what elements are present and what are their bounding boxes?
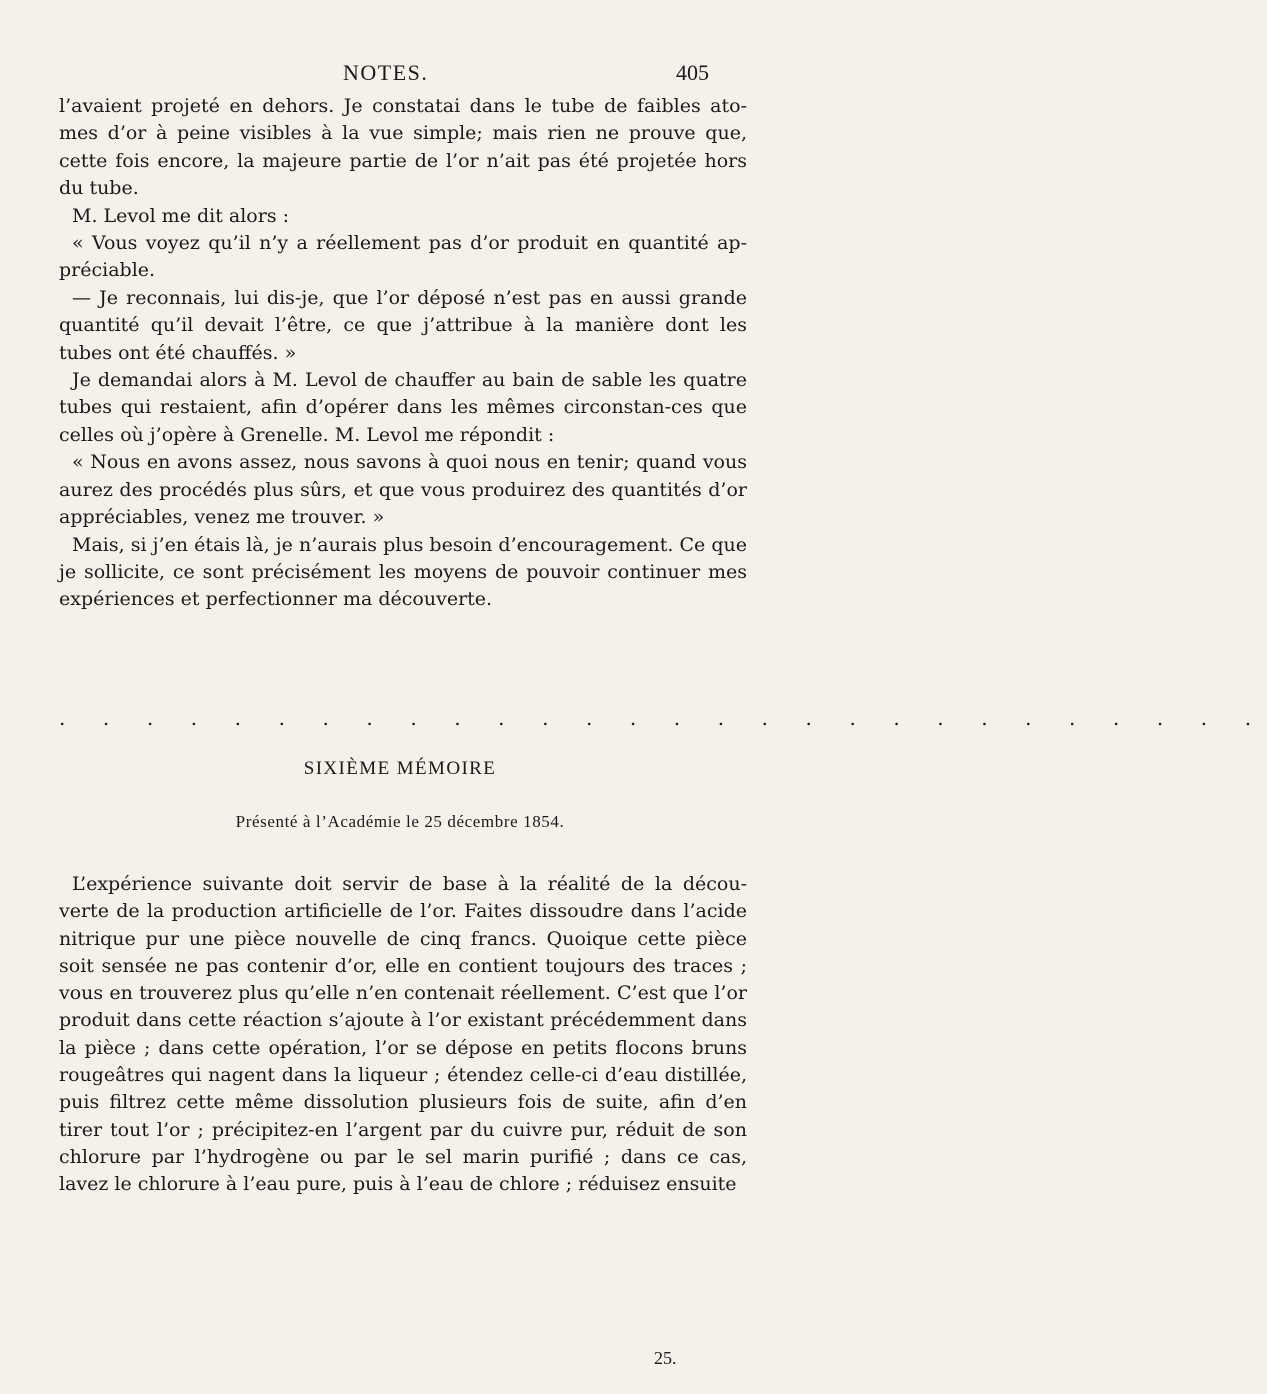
page-number: 405 xyxy=(676,60,709,85)
running-title: NOTES. xyxy=(343,60,429,85)
running-head xyxy=(0,60,800,90)
paragraph: « Nous en avons assez, nous savons à quoi nous en tenir; quand vous aurez des procédés plus sûrs, et que vous produirez des quantités d’or appréciables, venez me trouver. » xyxy=(59,451,747,529)
paragraph: — Je reconnais, lui dis-je, que l’or déposé n’est pas en aussi grande quantité qu’il devait l’être, ce que j’attribue à la manière dont les tubes ont été chauffés. » xyxy=(59,286,747,364)
paragraph: Je demandai alors à M. Levol de chauffer au bain de sable les quatre tubes qui restaient, afin d’opérer dans les mêmes circonstan-ces que celles où j’opère à Grenelle. M. Levol me répondit : xyxy=(59,369,747,446)
section-subtitle: Présenté à l’Académie le 25 décembre 1854. xyxy=(235,812,565,831)
paragraph: L’expérience suivante doit servir de base à la réalité de la décou-verte de la production artificielle de l’or. Faites dissoudre dans l’acide nitrique pur une pièce nouvelle de cinq francs. Quoique cette pièce soit sensée ne pas contenir d’or, elle en contient toujours des traces ; vous en trouverez plus qu’elle n’en contenait réellement. C’est que l’or produit dans cette réaction s’ajoute à l’or existant précédemment dans la pièce ; dans cette opération, l’or se dépose en petits flocons bruns rougeâtres qui nagent dans la liqueur ; étendez celle-ci d’eau distillée, puis filtrez cette même dissolution plusieurs fois de suite, afin d’en tirer tout l’or ; précipitez-en l’argent par du cuivre pur, réduit de son chlorure par l’hydrogène ou par le sel marin purifié ; dans ce cas, lavez le chlorure à l’eau pure, puis à l’eau de chlore ; réduisez ensuite xyxy=(59,873,747,1196)
paragraph: « Vous voyez qu’il n’y a réellement pas d’or produit en quantité ap-préciable. xyxy=(59,232,747,282)
memoir-text xyxy=(59,871,747,1199)
signature-mark: 25. xyxy=(654,1348,677,1368)
paragraph: l’avaient projeté en dehors. Je constatai dans le tube de faibles ato-mes d’or à peine visibles à la vue simple; mais rien ne prouve que, cette fois encore, la majeure partie de l’or n’ait pas été projetée hors du tube. xyxy=(59,95,747,200)
paragraph: M. Levol me dit alors : xyxy=(72,204,290,227)
paragraph: Mais, si j’en étais là, je n’aurais plus besoin d’encouragement. Ce que je sollicite, ce sont précisément les moyens de pouvoir continuer mes expériences et perfectionner ma découverte. xyxy=(59,533,747,611)
dotted-separator: . . . . . . . . . . . . . . . . . . . . . . . . . . . . xyxy=(59,706,1267,730)
section-title: SIXIÈME MÉMOIRE xyxy=(303,758,497,779)
notes-text xyxy=(59,93,747,614)
